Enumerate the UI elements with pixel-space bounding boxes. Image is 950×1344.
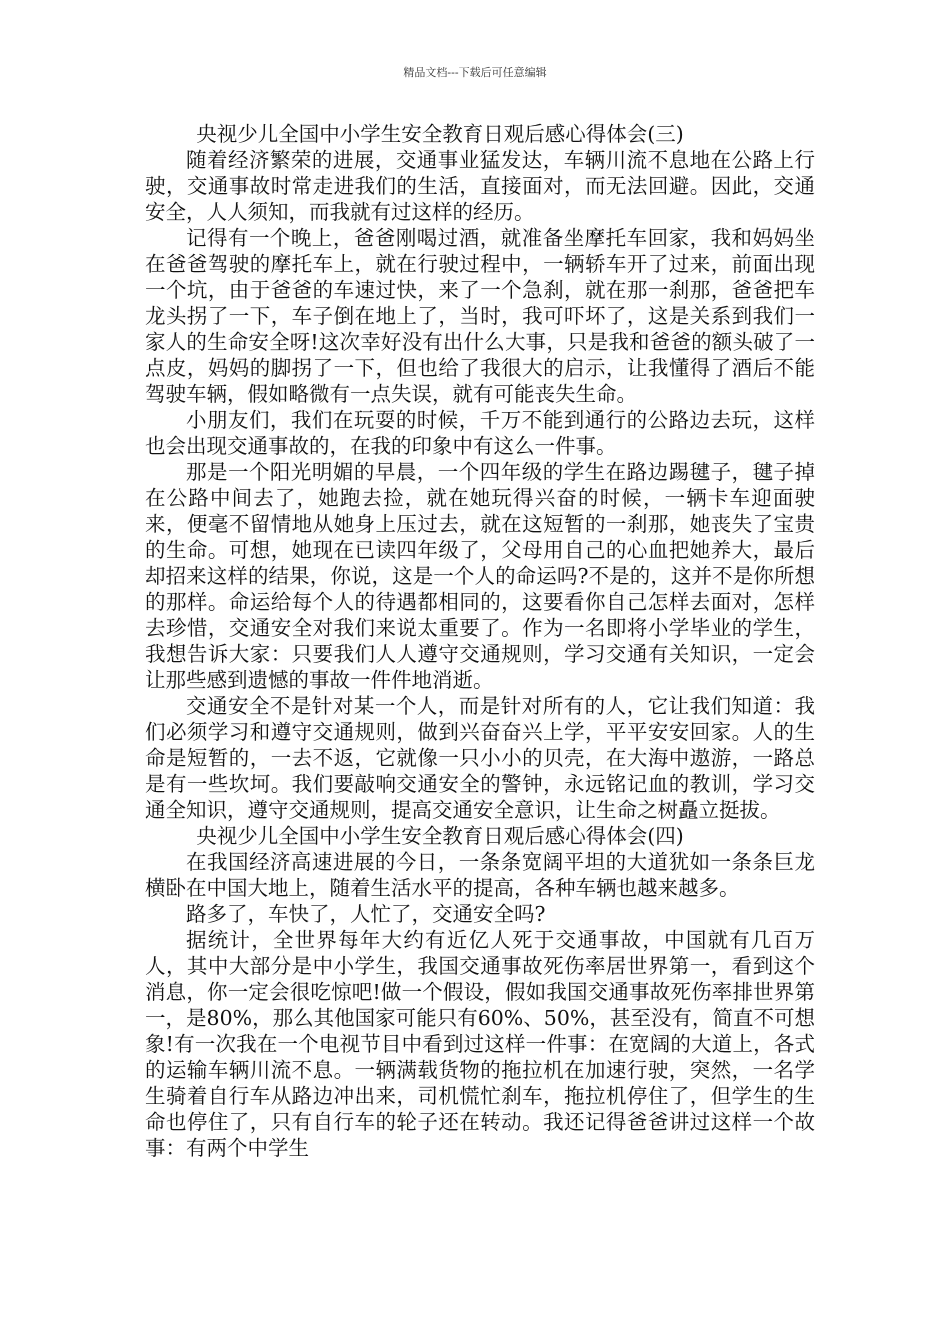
paragraph: 小朋友们，我们在玩耍的时候，千万不能到通行的公路边去玩，这样也会出现交通事故的，在我的印象中有这么一件事。 <box>145 408 815 458</box>
page-header: 精品文档---下载后可任意编辑 <box>403 66 547 79</box>
document-body <box>145 121 815 1161</box>
section-heading-4: 央视少儿全国中小学生安全教育日观后感心得体会(四) <box>196 824 684 848</box>
paragraph: 交通安全不是针对某一个人，而是针对所有的人，它让我们知道：我们必须学习和遵守交通规则，做到兴奋奋兴上学，平平安安回家。人的生命是短暂的，一去不返，它就像一只小小的贝壳，在大海中遨游，一路总是有一些坎坷。我们要敲响交通安全的警钟，永远铭记血的教训，学习交通全知识，遵守交通规则，提高交通安全意识，让生命之树矗立挺拔。 <box>145 694 815 822</box>
paragraph: 记得有一个晚上，爸爸刚喝过酒，就准备坐摩托车回家，我和妈妈坐在爸爸驾驶的摩托车上，就在行驶过程中，一辆轿车开了过来，前面出现一个坑，由于爸爸的车速过快，来了一个急刹，就在那一刹那，爸爸把车龙头拐了一下，车子倒在地上了，当时，我可吓坏了，这是关系到我们一家人的生命安全呀!这次幸好没有出什么大事，只是我和爸爸的额头破了一点皮，妈妈的脚拐了一下，但也给了我很大的启示，让我懂得了酒后不能驾驶车辆，假如略微有一点失误，就有可能丧失生命。 <box>145 226 815 406</box>
paragraph: 据统计，全世界每年大约有近亿人死于交通事故，中国就有几百万人，其中大部分是中小学生，我国交通事故死伤率居世界第一，看到这个消息，你一定会很吃惊吧!做一个假设，假如我国交通事故死伤率排世界第一，是80%，那么其他国家可能只有60%、50%，甚至没有，简直不可想象!有一次我在一个电视节目中看到过这样一件事：在宽阔的大道上，各式的运输车辆川流不息。一辆满载货物的拖拉机在加速行驶，突然，一名学生骑着自行车从路边冲出来，司机慌忙刹车，拖拉机停住了，但学生的生命也停住了，只有自行车的轮子还在转动。我还记得爸爸讲过这样一个故事：有两个中学生 <box>145 928 815 1160</box>
section-heading-3: 央视少儿全国中小学生安全教育日观后感心得体会(三) <box>196 122 684 146</box>
paragraph: 那是一个阳光明媚的早晨，一个四年级的学生在路边踢毽子，毽子掉在公路中间去了，她跑去捡，就在她玩得兴奋的时候，一辆卡车迎面驶来，便毫不留情地从她身上压过去，就在这短暂的一刹那，她丧失了宝贵的生命。可想，她现在已读四年级了，父母用自己的心血把她养大，最后却招来这样的结果，你说，这是一个人的命运吗?不是的，这并不是你所想的那样。命运给每个人的待遇都相同的，这要看你自己怎样去面对，怎样去珍惜，交通安全对我们来说太重要了。作为一名即将小学毕业的学生，我想告诉大家：只要我们人人遵守交通规则，学习交通有关知识，一定会让那些感到遗憾的事故一件件地消逝。 <box>145 460 815 692</box>
paragraph: 随着经济繁荣的进展，交通事业猛发达，车辆川流不息地在公路上行驶，交通事故时常走进我们的生活，直接面对，而无法回避。因此，交通安全，人人须知，而我就有过这样的经历。 <box>145 148 815 224</box>
paragraph: 路多了，车快了，人忙了，交通安全吗? <box>186 902 546 926</box>
paragraph: 在我国经济高速进展的今日，一条条宽阔平坦的大道犹如一条条巨龙横卧在中国大地上，随着生活水平的提高，各种车辆也越来越多。 <box>145 850 815 900</box>
